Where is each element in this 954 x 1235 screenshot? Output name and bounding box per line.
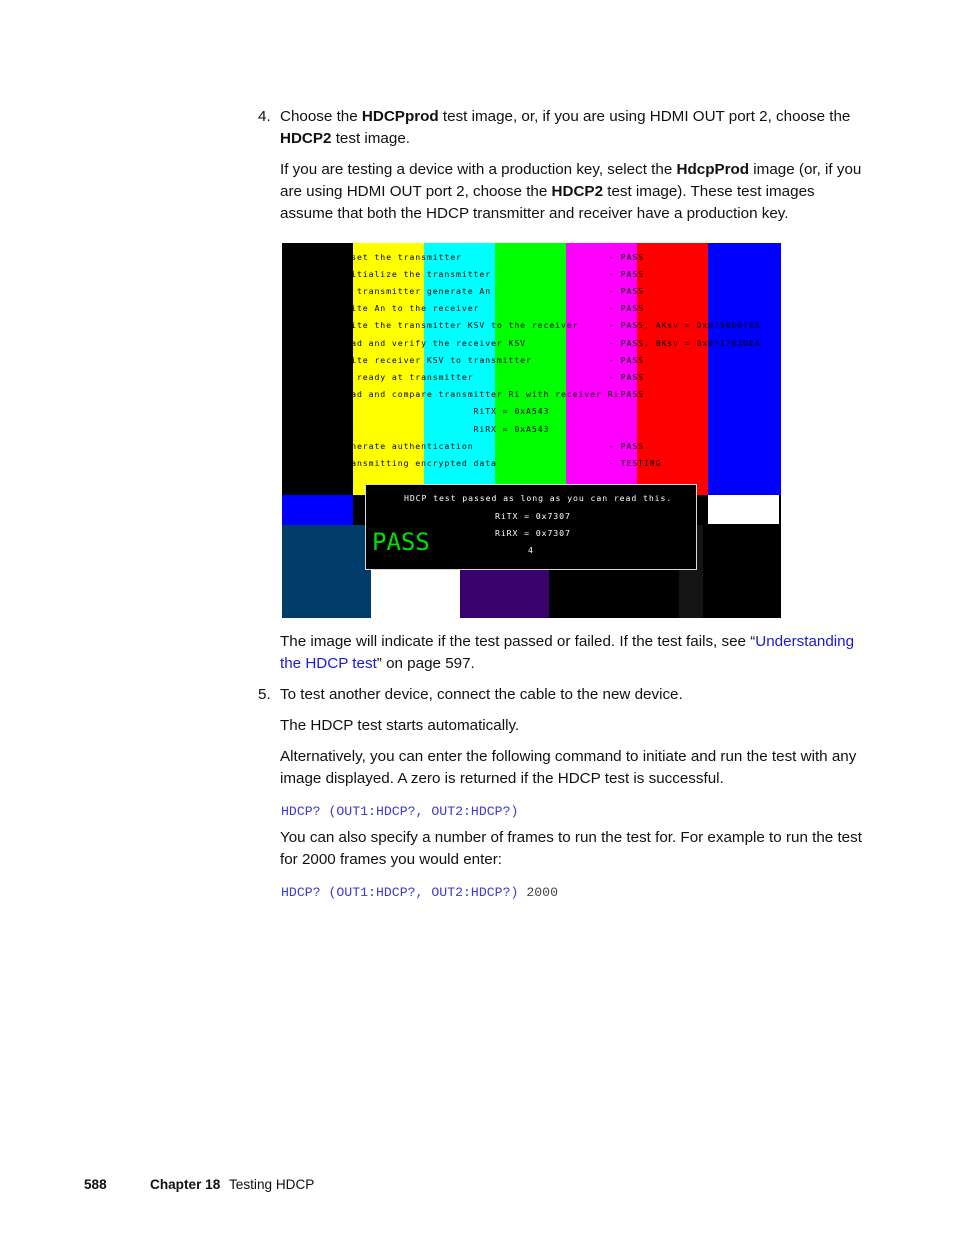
hdcp-test-image [282, 243, 781, 618]
hdcp2-bold: HDCP2 [551, 183, 604, 200]
frames-l2: for 2000 frames you would enter: [280, 851, 503, 868]
step-result: - PASS [609, 269, 644, 279]
prod-l1-pre: If you are testing a device with a production key, select the [280, 161, 677, 178]
production-key-paragraph [280, 159, 872, 225]
step-result: - PASS, AKsv = 0x0?5860?EA [609, 320, 761, 330]
step-4-text [280, 106, 872, 150]
step-line: STEP 6: Read and verify the receiver KSV [287, 338, 527, 348]
step-5-number: 5. [258, 686, 271, 703]
box-count: 4 [528, 545, 534, 555]
result-l1-pre: The image will indicate if the test passed or failed. If the test fails, see “ [280, 633, 756, 650]
step-4-number: 4. [258, 108, 271, 125]
bar-blue [708, 243, 781, 495]
rirx-line: RiRX = 0xA543 [287, 424, 550, 434]
hdcpprod-bold: HdcpProd [676, 161, 750, 178]
prod-l1-post: image (or, if you [749, 161, 862, 178]
box-message: HDCP test passed as long as you can read this. [404, 493, 673, 503]
step-result: - PASS [609, 252, 644, 262]
box-rirx: RiRX = 0x7307 [495, 528, 571, 538]
step-line: STEP 10: Generate authentication [287, 441, 474, 451]
step-line: STEP 11: Transmitting encrypted data [287, 458, 497, 468]
step-4-pre: Choose the [280, 108, 362, 125]
code-command-2 [281, 882, 558, 904]
step-line: STEP 2: Initialize the transmitter [287, 269, 492, 279]
bar-green [495, 243, 566, 495]
step-result: - PASS [609, 441, 644, 451]
step-result: - PASS [609, 355, 644, 365]
box-ritx: RiTX = 0x7307 [495, 511, 571, 521]
step-line: STEP 9: Read and compare transmitter Ri with receiver Ri [287, 389, 620, 399]
chapter-title: Testing HDCP [229, 1177, 315, 1192]
page-number: 588 [84, 1177, 107, 1192]
pass-label: PASS [372, 528, 430, 556]
hdcp2-label: HDCP2 [280, 130, 332, 147]
block-white-right [708, 495, 779, 524]
step-4-post: test image. [331, 130, 410, 147]
step-result: - TESTING [609, 458, 662, 468]
step-line: STEP 8: Ri ready at transmitter [287, 372, 474, 382]
step-result: - PASS [609, 389, 644, 399]
alt-l1: Alternatively, you can enter the following command to initiate and run the test with any [280, 748, 857, 765]
step-5-text: To test another device, connect the cable to the new device. [280, 686, 683, 703]
chapter-label: Chapter 18 [150, 1177, 221, 1192]
frames-l1: You can also specify a number of frames to run the test for. For example to run the test [280, 829, 862, 846]
step-result: - PASS, BKsv = 0x0?1?63DEA [609, 338, 761, 348]
pass-box [365, 484, 697, 570]
step-result: - PASS [609, 372, 644, 382]
auto-paragraph: The HDCP test starts automatically. [280, 717, 520, 734]
hdcpprod-label: HDCPprod [361, 108, 439, 125]
code-2-cmd: HDCP? (OUT1:HDCP?, OUT2:HDCP?) [281, 885, 519, 900]
block-black-right [703, 525, 781, 618]
alt-l2: image displayed. A zero is returned if the HDCP test is successful. [280, 770, 724, 787]
step-line: STEP 7: Write receiver KSV to transmitter [287, 355, 532, 365]
step-line: STEP 1: Reset the transmitter [287, 252, 462, 262]
step-result: - PASS [609, 303, 644, 313]
result-paragraph [280, 631, 872, 675]
alternative-paragraph [280, 746, 872, 790]
step-line: STEP 4: Write An to the receiver [287, 303, 480, 313]
block-navy [282, 525, 371, 618]
prod-l2-post: test image). These test images [603, 183, 815, 200]
result-l2-post: ” on page 597. [376, 655, 475, 672]
understanding-link[interactable]: Understanding [755, 633, 855, 650]
code-command-1: HDCP? (OUT1:HDCP?, OUT2:HDCP?) [281, 804, 519, 819]
step-line: STEP 3: At transmitter generate An [287, 286, 492, 296]
step-4-mid: test image, or, if you are using HDMI OUT port 2, choose the [438, 108, 851, 125]
block-blue-small [282, 495, 353, 525]
prod-l2-pre: are using HDMI OUT port 2, choose the [280, 183, 552, 200]
ritx-line: RiTX = 0xA543 [287, 406, 550, 416]
prod-l3: assume that both the HDCP transmitter and receiver have a production key. [280, 205, 789, 222]
frames-paragraph [280, 827, 872, 871]
code-2-arg: 2000 [518, 885, 558, 900]
step-result: - PASS [609, 286, 644, 296]
hdcp-test-link[interactable]: the HDCP test [280, 655, 377, 672]
step-line: STEP 5: Write the transmitter KSV to the receiver [287, 320, 579, 330]
